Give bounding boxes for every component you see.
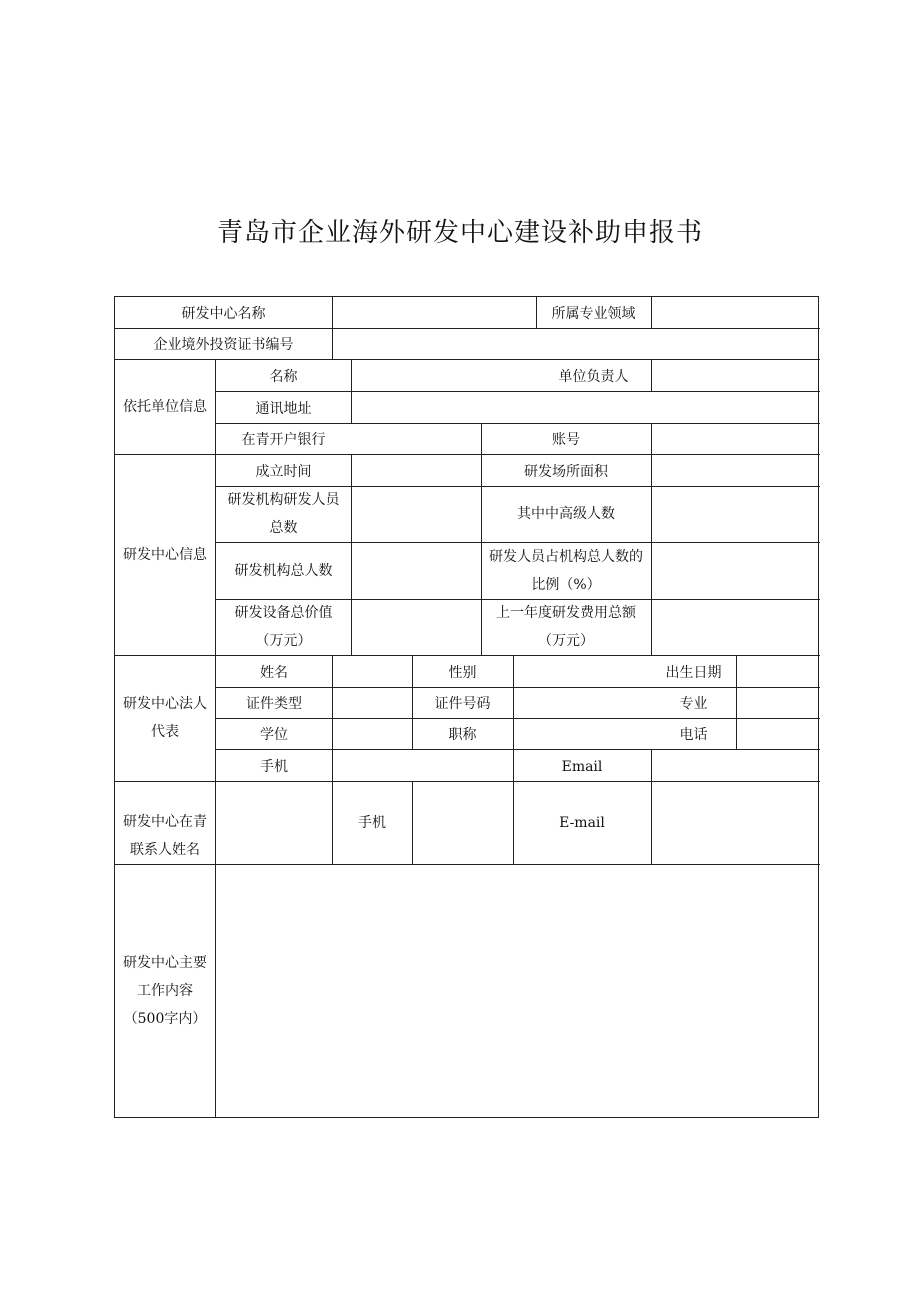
- contact-mobile-field[interactable]: [413, 781, 513, 864]
- rep-name-label: 姓名: [260, 665, 288, 681]
- rep-id-number-label: 证件号码: [434, 696, 491, 712]
- host-unit-bank-field[interactable]: [352, 423, 481, 454]
- rep-email-label: Email: [561, 759, 603, 775]
- overseas-cert-field[interactable]: [333, 328, 820, 359]
- ratio-field[interactable]: [652, 542, 820, 599]
- host-unit-leader-label: 单位负责人: [558, 369, 629, 385]
- total-staff-label: 研发机构总人数: [234, 562, 333, 579]
- area-label: 研发场所面积: [524, 464, 608, 480]
- established-label: 成立时间: [255, 464, 312, 480]
- legal-rep-section-label: 研发中心法人代表: [123, 696, 207, 740]
- rep-mobile-field[interactable]: [333, 749, 513, 781]
- host-unit-address-field[interactable]: [352, 391, 820, 423]
- application-form-table: [114, 296, 819, 1118]
- host-unit-account-label: 账号: [552, 432, 580, 448]
- rep-title-field[interactable]: [514, 718, 651, 749]
- rep-mobile-label: 手机: [260, 759, 288, 775]
- field-field[interactable]: [652, 297, 820, 328]
- host-unit-name-label: 名称: [269, 369, 298, 385]
- rd-staff-label: 研发机构研发人员总数: [227, 492, 340, 536]
- contact-email-label: E-mail: [559, 814, 605, 831]
- overseas-cert-label: 企业境外投资证书编号: [153, 337, 294, 353]
- rep-title-label: 职称: [448, 727, 477, 743]
- contact-section-label: 研发中心在青联系人姓名: [123, 814, 207, 858]
- rep-birth-field[interactable]: [737, 655, 820, 687]
- contact-mobile-label: 手机: [358, 814, 386, 831]
- page-title: 青岛市企业海外研发中心建设补助申报书: [216, 218, 703, 248]
- rep-birth-label: 出生日期: [665, 665, 722, 681]
- rep-name-field[interactable]: [333, 655, 412, 687]
- rd-expense-field[interactable]: [652, 599, 820, 655]
- contact-email-field[interactable]: [652, 781, 820, 864]
- rep-id-type-label: 证件类型: [246, 696, 302, 712]
- established-field[interactable]: [352, 454, 481, 486]
- main-work-section-label: 研发中心主要工作内容（500字内）: [123, 955, 207, 1027]
- contact-name-field[interactable]: [216, 781, 332, 864]
- center-name-field[interactable]: [333, 297, 536, 328]
- senior-field[interactable]: [652, 486, 820, 542]
- rep-phone-label: 电话: [679, 727, 708, 743]
- center-name-label: 研发中心名称: [181, 306, 266, 322]
- rep-gender-label: 性别: [448, 665, 477, 681]
- total-staff-field[interactable]: [352, 542, 481, 599]
- host-unit-section-label: 依托单位信息: [123, 398, 207, 415]
- rep-degree-field[interactable]: [333, 718, 412, 749]
- senior-label: 其中中高级人数: [517, 506, 615, 522]
- equipment-label: 研发设备总价值（万元）: [234, 605, 333, 649]
- rep-email-field[interactable]: [652, 749, 820, 781]
- ratio-label: 研发人员占机构总人数的比例（%）: [489, 548, 643, 593]
- rep-gender-field[interactable]: [514, 655, 651, 687]
- rep-degree-label: 学位: [260, 727, 288, 743]
- host-unit-address-label: 通讯地址: [255, 401, 312, 417]
- main-work-field[interactable]: [216, 864, 820, 1118]
- equipment-field[interactable]: [352, 599, 481, 655]
- field-label: 所属专业领域: [551, 306, 636, 322]
- host-unit-bank-label: 在青开户银行: [241, 432, 326, 448]
- rep-phone-field[interactable]: [737, 718, 820, 749]
- host-unit-leader-field[interactable]: [652, 359, 820, 391]
- rep-id-type-field[interactable]: [333, 687, 412, 718]
- rep-major-label: 专业: [679, 696, 708, 712]
- center-info-section-label: 研发中心信息: [123, 546, 207, 563]
- rd-staff-field[interactable]: [352, 486, 481, 542]
- rep-id-number-field[interactable]: [514, 687, 651, 718]
- rep-major-field[interactable]: [737, 687, 820, 718]
- rd-expense-label: 上一年度研发费用总额（万元）: [496, 605, 636, 649]
- area-field[interactable]: [652, 454, 820, 486]
- host-unit-account-field[interactable]: [652, 423, 820, 454]
